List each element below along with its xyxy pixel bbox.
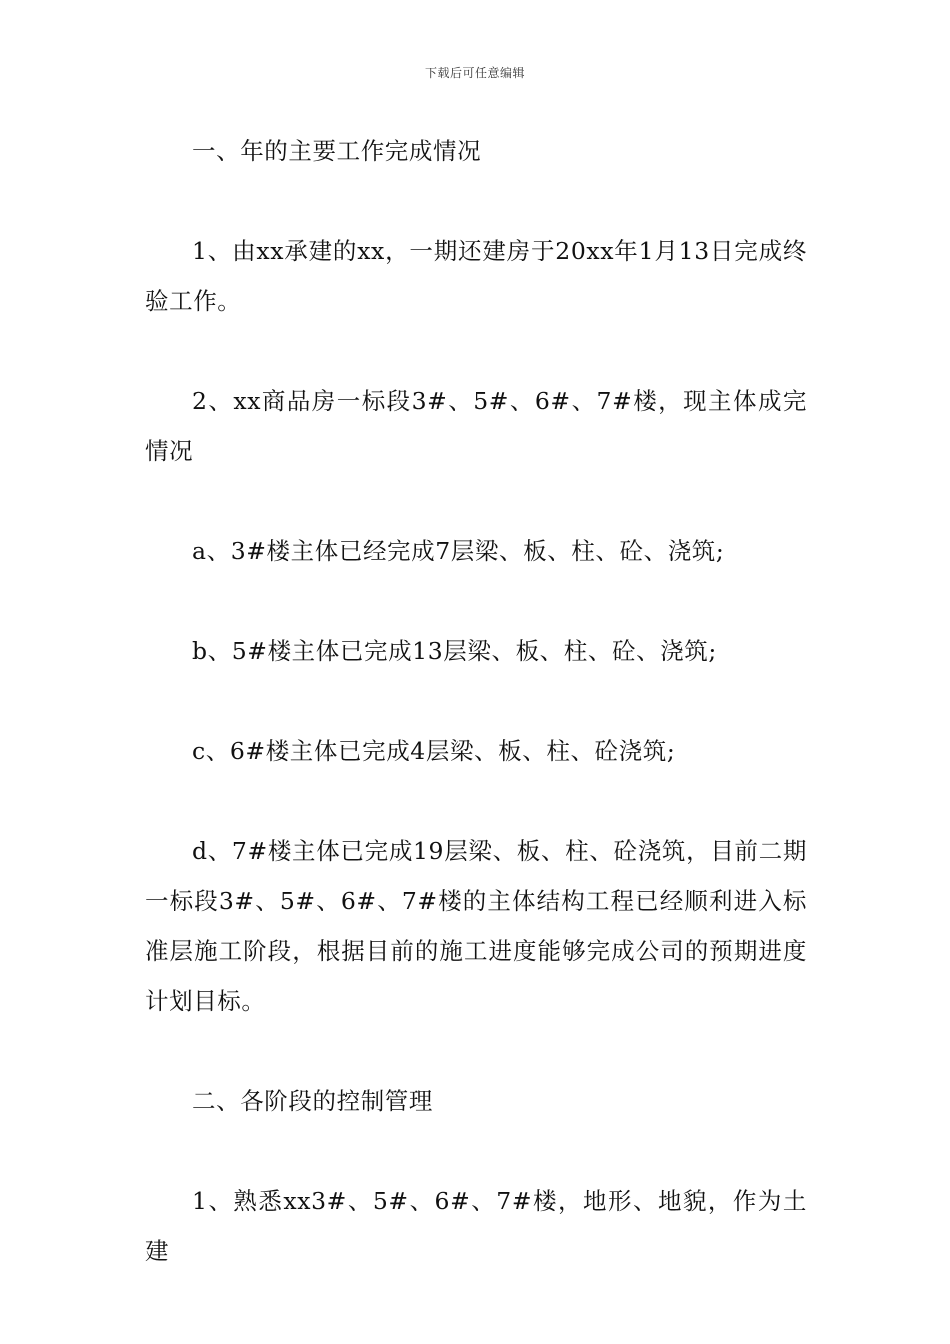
section-heading-2: 二、各阶段的控制管理 xyxy=(192,1087,433,1115)
paragraph-item-2: 2、xx商品房一标段3#、5#、6#、7#楼，现主体成完情况 xyxy=(145,387,807,465)
paragraph-item-1: 1、由xx承建的xx，一期还建房于20xx年1月13日完成终验工作。 xyxy=(145,237,807,315)
paragraph-item-a: a、3#楼主体已经完成7层梁、板、柱、砼、浇筑; xyxy=(192,537,725,565)
paragraph-item-c: c、6#楼主体已完成4层梁、板、柱、砼浇筑; xyxy=(192,737,676,765)
document-body xyxy=(145,126,807,1326)
page-header-note: 下载后可任意编辑 xyxy=(424,66,525,80)
paragraph-item-b: b、5#楼主体已完成13层梁、板、柱、砼、浇筑; xyxy=(192,637,717,665)
paragraph-item-familiarize: 1、熟悉xx3#、5#、6#、7#楼，地形、地貌，作为土建 xyxy=(145,1187,807,1265)
section-heading-1: 一、年的主要工作完成情况 xyxy=(192,137,482,165)
paragraph-item-d: d、7#楼主体已完成19层梁、板、柱、砼浇筑，目前二期一标段3#、5#、6#、7#楼的主体结构工程已经顺利进入标准层施工阶段，根据目前的施工进度能够完成公司的预期进度计划目标。 xyxy=(145,837,807,1015)
